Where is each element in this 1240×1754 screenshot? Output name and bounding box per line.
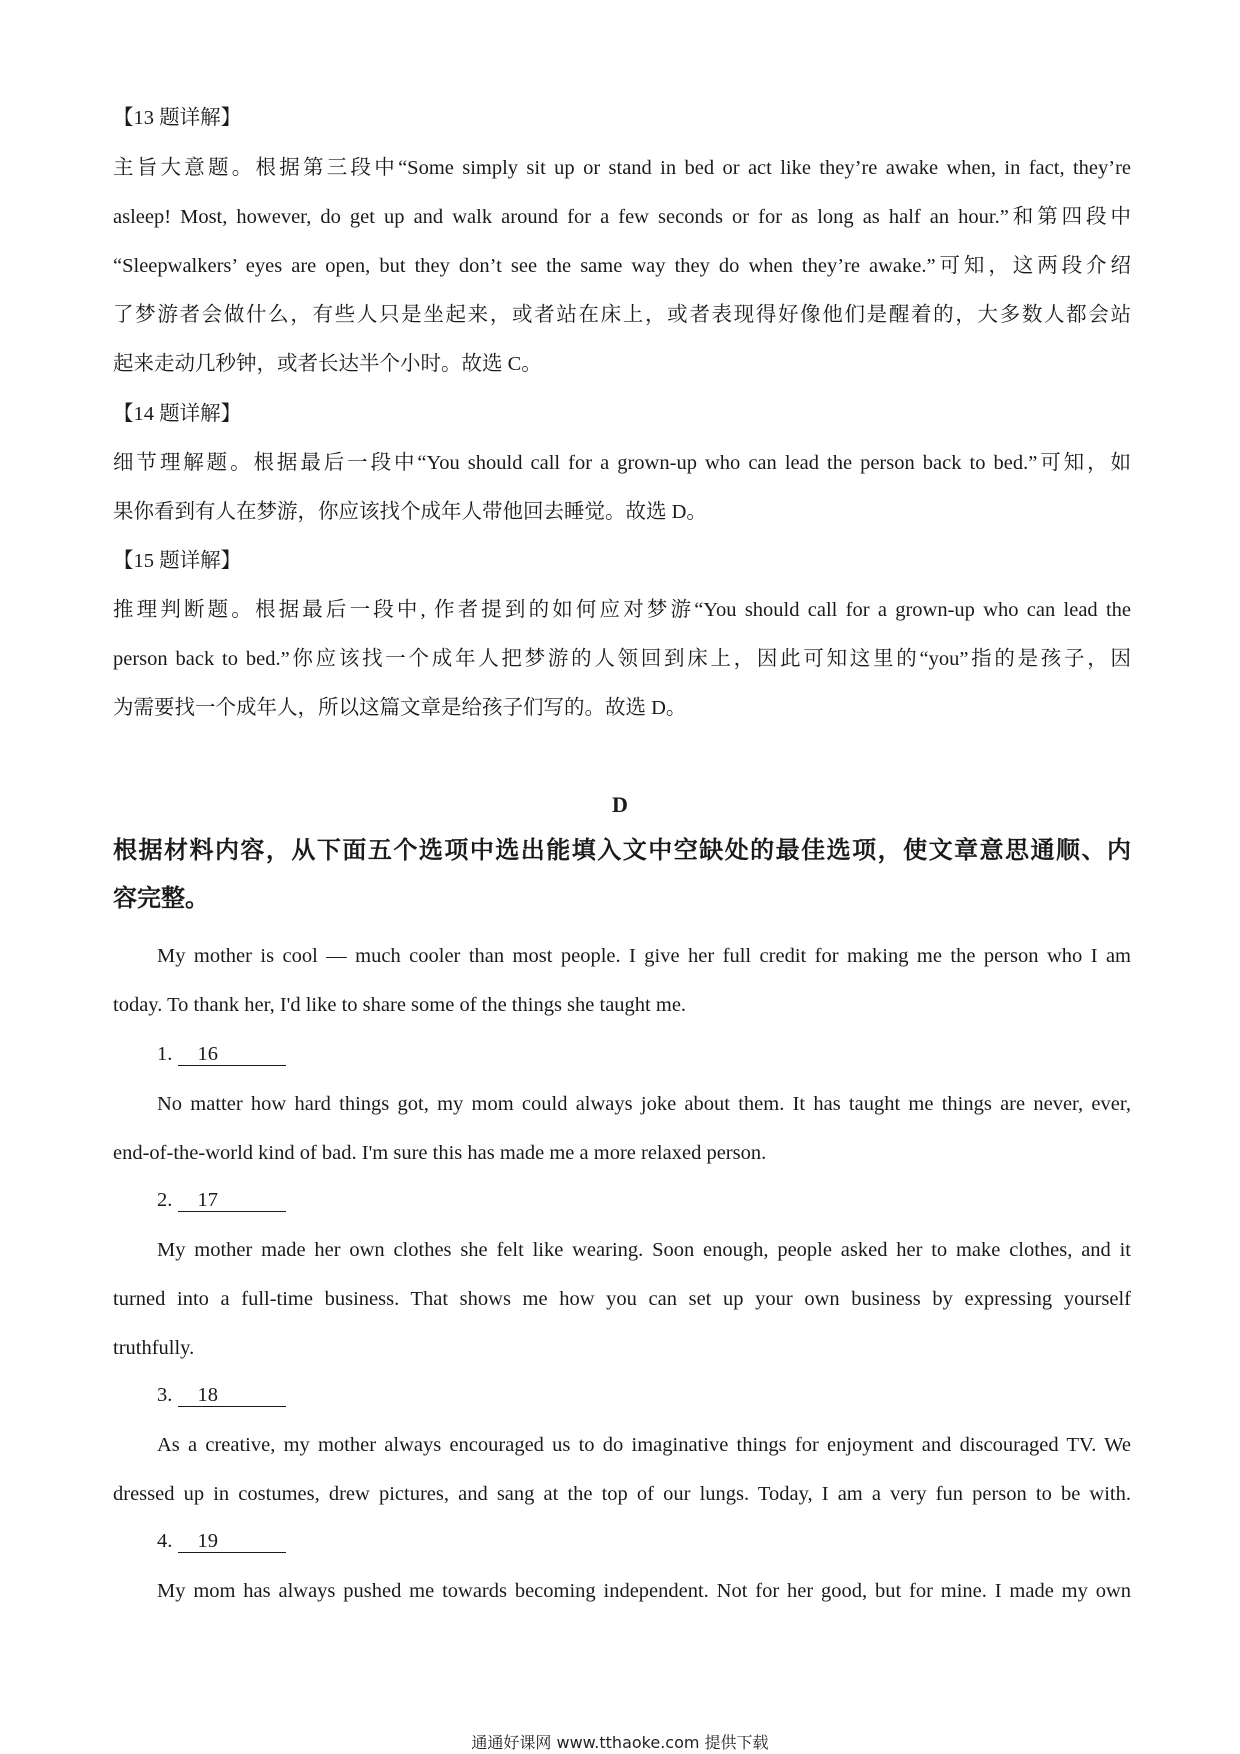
item-1-number: 1. bbox=[157, 1043, 173, 1065]
item-3-number: 3. bbox=[157, 1384, 173, 1406]
passage-intro-line-2: today. To thank her, I'd like to share some of the things she taught me. bbox=[113, 994, 687, 1016]
q13-header: 【13 题详解】 bbox=[113, 107, 242, 129]
item-1-line-2: end-of-the-world kind of bad. I'm sure this has made me a more relaxed person. bbox=[113, 1142, 767, 1164]
q13-line-2: asleep! Most, however, do get up and walk around for a few seconds or for as long as half an hour.”和第四段中 bbox=[113, 206, 1131, 228]
item-2-line-2: turned into a full-time business. That shows me how you can set up your own business by expressing yourself bbox=[113, 1288, 1131, 1310]
q15-line-1: 推理判断题。根据最后一段中, 作者提到的如何应对梦游“You should call for a grown-up who can lead the bbox=[113, 599, 1131, 621]
item-2-blank: 17 bbox=[178, 1189, 286, 1212]
q13-line-4: 了梦游者会做什么，有些人只是坐起来，或者站在床上，或者表现得好像他们是醒着的，大多数人都会站 bbox=[113, 304, 1131, 326]
q14-line-1: 细节理解题。根据最后一段中“You should call for a grown-up who can lead the person back to bed.”可知，如 bbox=[113, 452, 1131, 474]
section-instruction-line-2: 容完整。 bbox=[113, 884, 209, 912]
item-2-line-1: My mother made her own clothes she felt like wearing. Soon enough, people asked her to make clothes, and it bbox=[157, 1239, 1131, 1261]
q14-header: 【14 题详解】 bbox=[113, 403, 242, 425]
item-4-number: 4. bbox=[157, 1530, 173, 1552]
item-3-blank: 18 bbox=[178, 1384, 286, 1407]
item-4-blank: 19 bbox=[178, 1530, 286, 1553]
item-1-line-1: No matter how hard things got, my mom could always joke about them. It has taught me things are never, ever, bbox=[157, 1093, 1131, 1115]
item-1-blank: 16 bbox=[178, 1043, 286, 1066]
item-2-number: 2. bbox=[157, 1189, 173, 1211]
q13-line-3: “Sleepwalkers’ eyes are open, but they don’t see the same way they do when they’re awake.”可知，这两段介绍 bbox=[113, 255, 1131, 277]
q13-line-5: 起来走动几秒钟，或者长达半个小时。故选 C。 bbox=[113, 353, 542, 375]
item-3-line-1: As a creative, my mother always encouraged us to do imaginative things for enjoyment and discouraged TV. We bbox=[157, 1434, 1131, 1456]
passage-intro-line-1: My mother is cool — much cooler than most people. I give her full credit for making me the person who I am bbox=[157, 945, 1131, 967]
item-4-blank-row bbox=[157, 1527, 1131, 1555]
q13-line-1: 主旨大意题。根据第三段中“Some simply sit up or stand in bed or act like they’re awake when, in fact, they’re bbox=[113, 157, 1131, 179]
page-footer: 通通好课网 www.tthaoke.com 提供下载 bbox=[471, 1733, 769, 1752]
q15-line-3: 为需要找一个成年人，所以这篇文章是给孩子们写的。故选 D。 bbox=[113, 697, 687, 719]
item-4-line-1: My mom has always pushed me towards becoming independent. Not for her good, but for mine. I made my own bbox=[157, 1580, 1131, 1602]
q15-line-2: person back to bed.”你应该找一个成年人把梦游的人领回到床上，因此可知这里的“you”指的是孩子，因 bbox=[113, 648, 1131, 670]
q15-header: 【15 题详解】 bbox=[113, 550, 242, 572]
q14-line-2: 果你看到有人在梦游，你应该找个成年人带他回去睡觉。故选 D。 bbox=[113, 501, 707, 523]
section-letter: D bbox=[612, 792, 628, 817]
item-2-line-3: truthfully. bbox=[113, 1337, 195, 1359]
section-instruction-line-1: 根据材料内容，从下面五个选项中选出能填入文中空缺处的最佳选项，使文章意思通顺、内 bbox=[113, 836, 1131, 864]
item-3-blank-row bbox=[157, 1381, 1131, 1409]
item-3-line-2: dressed up in costumes, drew pictures, and sang at the top of our lungs. Today, I am a very fun person to be with. bbox=[113, 1483, 1131, 1505]
item-1-blank-row bbox=[157, 1040, 1131, 1068]
item-2-blank-row bbox=[157, 1186, 1131, 1214]
